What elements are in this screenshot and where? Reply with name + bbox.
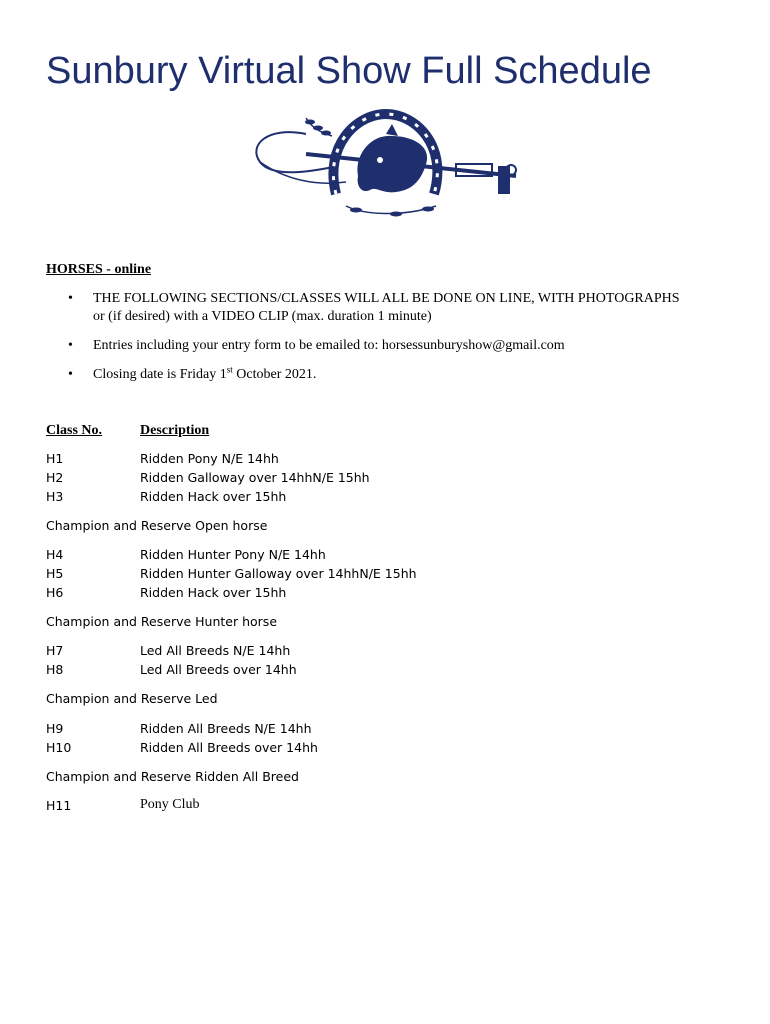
bullet-icon: • [68,291,73,306]
champion-line: Champion and Reserve Open horse [46,518,268,533]
class-number: H11 [46,798,72,813]
bullet-icon: • [68,367,73,382]
class-description: Pony Club [140,797,200,812]
class-description: Ridden Hack over 15hh [140,489,287,504]
class-description: Ridden All Breeds over 14hh [140,740,318,755]
class-number: H5 [46,566,64,581]
bullet-list [46,290,686,395]
bullet-icon: • [68,338,73,353]
class-number: H7 [46,643,64,658]
class-description: Led All Breeds over 14hh [140,662,297,677]
class-number: H9 [46,721,64,736]
class-number: H6 [46,585,64,600]
bullet-entries-email: • Entries including your entry form to be emailed to: horsessunburyshow@gmail.com [68,338,565,353]
class-description: Ridden Hunter Galloway over 14hhN/E 15hh [140,566,417,581]
champion-line: Champion and Reserve Led [46,691,218,706]
class-number: H10 [46,740,72,755]
class-number: H4 [46,547,64,562]
bullet-closing-date: • Closing date is Friday 1st October 2021. [68,364,317,382]
class-description: Led All Breeds N/E 14hh [140,643,291,658]
class-description: Ridden Hack over 15hh [140,585,287,600]
class-description: Ridden Galloway over 14hhN/E 15hh [140,470,370,485]
class-number: H3 [46,489,64,504]
champion-line: Champion and Reserve Ridden All Breed [46,769,299,784]
bullet-online-notice: • THE FOLLOWING SECTIONS/CLASSES WILL ALL BE DONE ON LINE, WITH PHOTOGRAPHS or (if desired) with a VIDEO CLIP (max. duration 1 minute) [68,291,680,324]
class-number: H8 [46,662,64,677]
horse-horseshoe-logo-icon [246,106,526,218]
column-header-description: Description [140,423,210,438]
column-header-class-no: Class No. [46,423,103,438]
class-description: Ridden Pony N/E 14hh [140,451,279,466]
champion-line: Champion and Reserve Hunter horse [46,614,278,629]
section-heading: HORSES - online [46,262,152,277]
class-description: Ridden Hunter Pony N/E 14hh [140,547,326,562]
class-number: H2 [46,470,64,485]
page-title: Sunbury Virtual Show Full Schedule [46,50,652,92]
class-description: Ridden All Breeds N/E 14hh [140,721,312,736]
class-number: H1 [46,451,64,466]
